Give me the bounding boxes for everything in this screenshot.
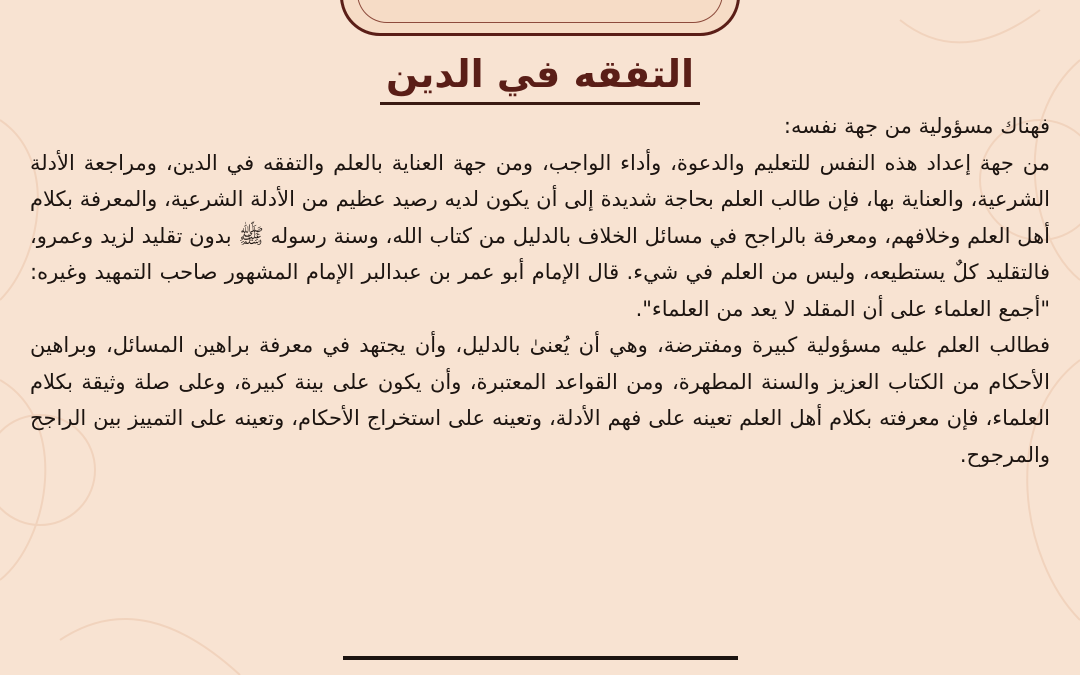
top-banner-frame — [340, 0, 740, 36]
paragraph-student-duty: فطالب العلم عليه مسؤولية كبيرة ومفترضة، وهي أن يُعنىٰ بالدليل، وأن يجتهد في معرفة براهين المسائل، وبراهين الأحكام من الكتاب العزيز والسنة المطهرة، ومن القواعد المعتبرة، وأن يكون على بينة كبيرة، وعلى صلة وثيقة بكلام العلماء، فإن معرفته بكلام أهل العلم تعينه على فهم الأدلة، وتعينه على استخراج الأحكام، وتعينه على التمييز بين الراجح والمرجوح. — [30, 333, 1050, 467]
paragraph-responsibility: من جهة إعداد هذه النفس للتعليم والدعوة، وأداء الواجب، ومن جهة العناية بالعلم والتفقه في الدين، ومراجعة الأدلة الشرعية، والعناية بها، فإن طالب العلم بحاجة شديدة إلى أن يكون لديه رصيد عظيم من الأدلة الشرعية، والمعرفة بكلام أهل العلم وخلافهم، ومعرفة بالراجح في مسائل الخلاف بالدليل من كتاب الله، وسنة رسوله ﷺ بدون تقليد لزيد وعمرو، فالتقليد كلٌ يستطيعه، وليس من العلم في شيء. قال الإمام أبو عمر بن عبدالبر الإمام المشهور صاحب التمهيد وغيره: "أجمع العلماء على أن المقلد لا يعد من العلماء". — [30, 150, 1050, 321]
article-body — [30, 108, 1050, 473]
page-title: التفقه في الدين — [380, 52, 700, 105]
title-container — [0, 52, 1080, 105]
bottom-divider — [343, 656, 738, 660]
top-banner-inner-frame — [357, 0, 723, 23]
paragraph-intro: فهناك مسؤولية من جهة نفسه: — [783, 114, 1050, 138]
